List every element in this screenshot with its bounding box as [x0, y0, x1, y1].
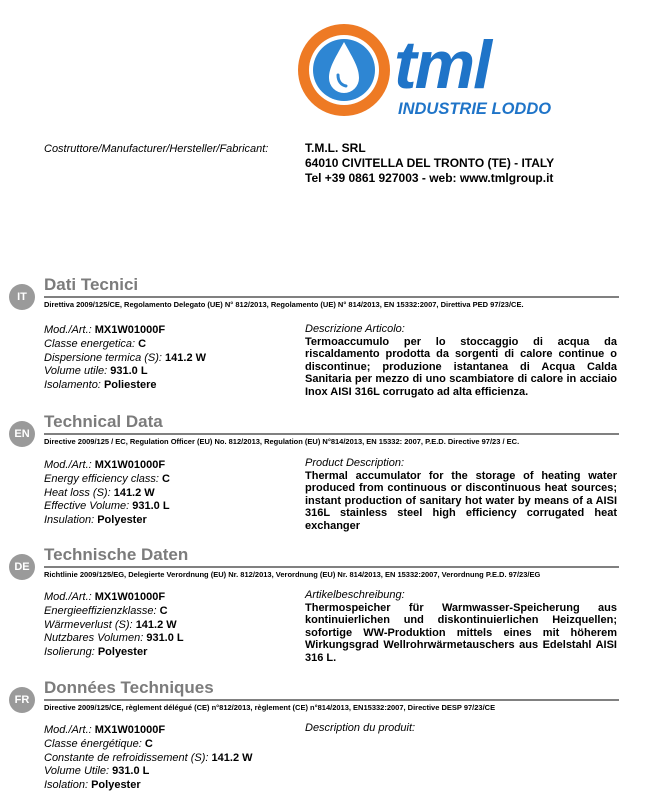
section-title: Technical Data: [44, 412, 163, 431]
description-text: Thermospeicher für Warmwasser-Speicherung aus kontinuierlichen und diskontinuierlichen Heizquellen; sofortige WW-Produktion mittels eines mit höherem Wirkungsgrad Wellrohrwärmetauschers aus Edelstahl AISI 316 L.: [305, 602, 617, 664]
spec-row-energy-class: Classe energetica: C: [44, 337, 147, 350]
logo-wordmark: tml: [394, 27, 490, 103]
section-title: Dati Tecnici: [44, 275, 139, 294]
spec-list: [44, 591, 184, 660]
spec-row-model: Mod./Art.: MX1W01000F: [44, 724, 166, 736]
section-title: Technische Daten: [44, 545, 189, 564]
description-label: Descrizione Articolo:: [305, 323, 405, 335]
section-title: Données Techniques: [44, 678, 214, 697]
spec-row-insulation: Insulation: Polyester: [44, 514, 147, 527]
description-text: Termoaccumulo per lo stoccaggio di acqua da riscaldamento prodotta da sorgenti di calore continue o discontinue; produzione istantanea di Acqua Calda Sanitaria per mezzo di uno scambiatore di calore in acciaio Inox AISI 316L corrugato ad alta efficienza.: [305, 336, 617, 398]
section-divider: [44, 433, 619, 435]
spec-row-model: Mod./Art.: MX1W01000F: [44, 591, 166, 603]
spec-row-volume: Volume Utile: 931.0 L: [44, 765, 150, 778]
product-description: [305, 589, 617, 664]
manufacturer-info: [305, 141, 554, 186]
spec-row-energy-class: Classe énergétique: C: [44, 737, 153, 750]
manufacturer-contact: Tel +39 0861 927003 - web: www.tmlgroup.it: [305, 171, 554, 185]
description-label: Artikelbeschreibung:: [305, 589, 405, 601]
section-divider: [44, 566, 619, 568]
spec-row-energy-class: Energieeffizienzklasse: C: [44, 604, 168, 617]
language-badge: IT: [9, 284, 35, 310]
spec-row-heat-loss: Wärmeverlust (S): 141.2 W: [44, 618, 177, 631]
spec-row-insulation: Isolierung: Polyester: [44, 646, 148, 659]
manufacturer-label: Costruttore/Manufacturer/Hersteller/Fabricant:: [44, 143, 269, 155]
spec-row-heat-loss: Heat loss (S): 141.2 W: [44, 486, 155, 499]
language-badge: EN: [9, 421, 35, 447]
spec-row-heat-loss: Constante de refroidissement (S): 141.2 W: [44, 751, 253, 764]
manufacturer-name: T.M.L. SRL: [305, 141, 366, 155]
logo-tagline: INDUSTRIE LODDO: [398, 100, 552, 118]
directive-text: Richtlinie 2009/125/EG, Delegierte Verordnung (EU) Nr. 812/2013, Verordnung (EU) Nr. 814/2013, EN 15332:2007, Verordnung P.E.D. 97/23/EG: [44, 570, 541, 579]
spec-row-volume: Nutzbares Volumen: 931.0 L: [44, 632, 184, 645]
spec-row-energy-class: Energy efficiency class: C: [44, 472, 170, 485]
spec-row-heat-loss: Dispersione termica (S): 141.2 W: [44, 351, 207, 364]
spec-row-volume: Effective Volume: 931.0 L: [44, 500, 170, 513]
section-divider: [44, 296, 619, 298]
description-text: Thermal accumulator for the storage of heating water produced from continuous or discontinuous heat sources; instant production of sanitary hot water by means of a AISI 316L stainless steel high efficiency corrugated heat exchanger: [305, 470, 617, 532]
spec-list: [44, 724, 253, 793]
spec-list: [44, 459, 170, 528]
spec-list: [44, 324, 206, 393]
spec-row-model: Mod./Art.: MX1W01000F: [44, 324, 166, 336]
product-description: [305, 323, 617, 398]
spec-row-insulation: Isolamento: Poliestere: [44, 379, 157, 392]
spec-row-model: Mod./Art.: MX1W01000F: [44, 459, 166, 471]
manufacturer-address: 64010 CIVITELLA DEL TRONTO (TE) - ITALY: [305, 156, 555, 170]
language-badge: FR: [9, 687, 35, 713]
directive-text: Directive 2009/125/CE, règlement délégué (CE) n°812/2013, règlement (CE) n°814/2013, EN15332:2007, Directive DESP 97/23/CE: [44, 703, 496, 712]
product-description: [305, 457, 617, 532]
spec-row-volume: Volume utile: 931.0 L: [44, 365, 148, 378]
language-badge: DE: [9, 554, 35, 580]
directive-text: Direttiva 2009/125/CE, Regolamento Delegato (UE) N° 812/2013, Regolamento (UE) N° 814/2013, EN 15332:2007, Direttiva PED 97/23/CE.: [44, 300, 524, 309]
description-label: Product Description:: [305, 457, 405, 469]
product-description: [305, 722, 617, 735]
spec-row-insulation: Isolation: Polyester: [44, 779, 141, 792]
section-divider: [44, 699, 619, 701]
tml-logo: [294, 18, 564, 122]
description-label: Description du produit:: [305, 722, 416, 734]
directive-text: Directive 2009/125 / EC, Regulation Officer (EU) No. 812/2013, Regulation (EU) N°814/2013, EN 15332: 2007, P.E.D. Directive 97/23 / EC.: [44, 437, 520, 446]
